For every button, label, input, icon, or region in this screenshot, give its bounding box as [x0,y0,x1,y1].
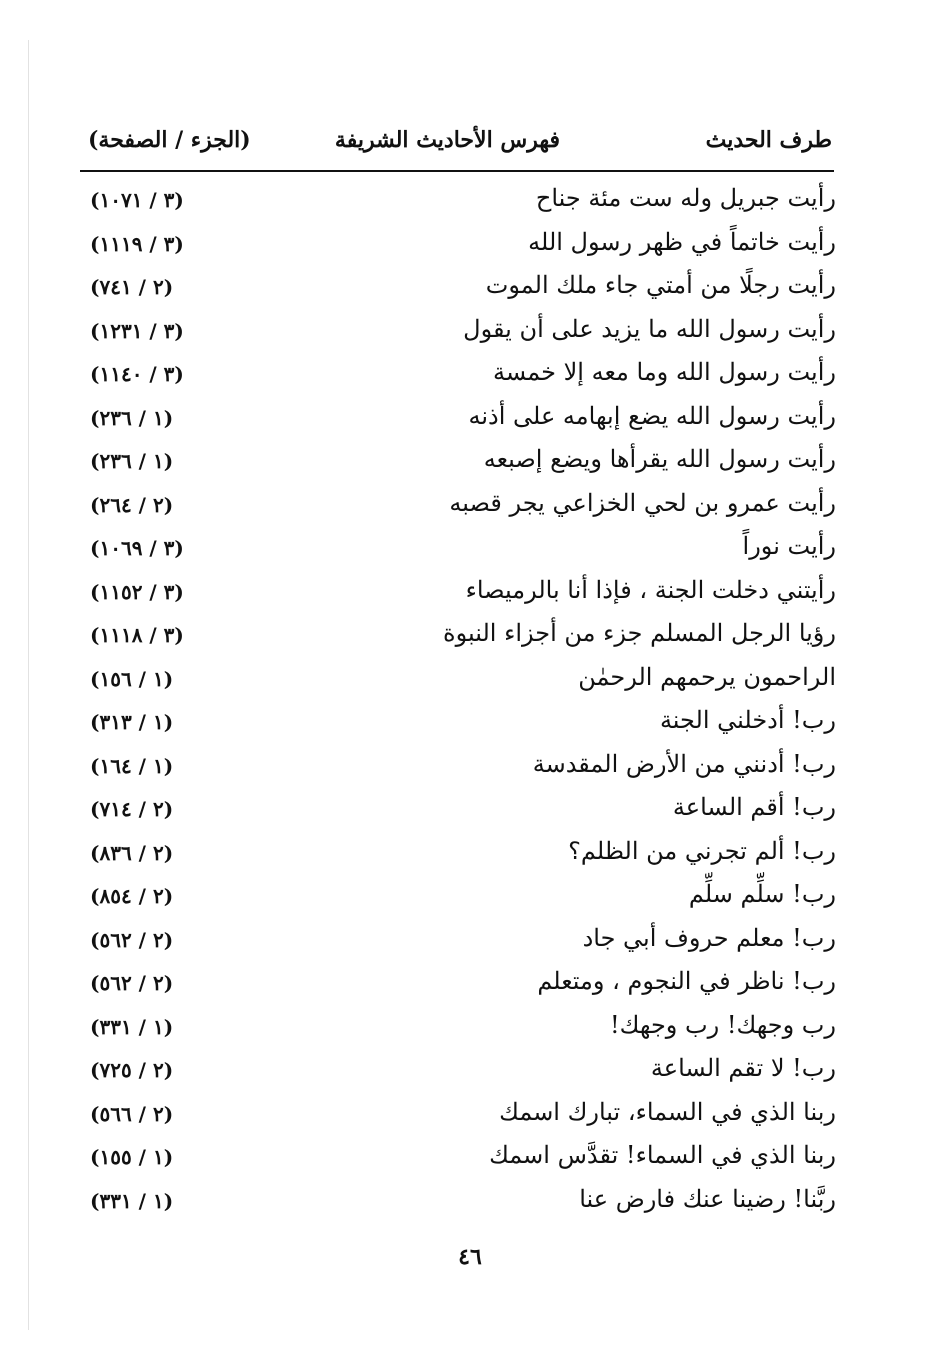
volume-page-reference: (٢ / ٥٦٢) [90,971,174,995]
hadith-incipit: رأيت جبريل وله ست مئة جناح [535,184,836,212]
hadith-incipit: رأيت رجلًا من أمتي جاء ملك الموت [485,271,836,299]
volume-page-reference: (٣ / ١١١٨) [90,623,184,647]
header-volume-page-label: (الجزء / الصفحة) [88,127,251,153]
hadith-incipit: ربنا الذي في السماء، تبارك اسمك [499,1097,836,1126]
volume-page-reference: (١ / ٣٣١) [90,1014,174,1039]
index-entry [80,265,836,309]
volume-page-reference: (٣ / ١٠٦٩) [90,536,184,560]
volume-page-reference: (١ / ٢٣٦) [90,449,174,473]
index-entry [80,961,836,1005]
hadith-incipit: رب! ناظر في النجوم ، ومتعلم [537,967,836,995]
index-entry [80,526,836,570]
volume-page-reference: (٣ / ١١٥٢) [90,579,184,604]
page-edge-line [28,40,29,1330]
hadith-incipit: رب! سلِّم سلِّم [688,880,836,908]
hadith-incipit: رب وجهك! رب وجهك! [610,1010,836,1039]
hadith-incipit: رب! لا تقم الساعة [650,1054,836,1082]
volume-page-reference: (٢ / ٨٥٤) [90,884,174,908]
index-entry [80,787,836,831]
index-entry [80,1179,836,1223]
hadith-incipit: رأيت رسول الله يقرأها ويضع إصبعه [483,445,836,473]
header-divider [80,170,834,172]
volume-page-reference: (١ / ٣١٣) [90,710,174,734]
volume-page-reference: (٢ / ٧٤١) [90,275,174,299]
volume-page-reference: (٣ / ١٠٧١) [90,188,184,212]
hadith-incipit: رأيتني دخلت الجنة ، فإذا أنا بالرميصاء [465,575,836,604]
volume-page-reference: (٢ / ٨٣٦) [90,840,174,865]
index-entry [80,1135,836,1179]
index-entry [80,874,836,918]
volume-page-reference: (٣ / ١٢٣١) [90,318,184,343]
hadith-index-list [80,178,836,1222]
header-title: فهرس الأحاديث الشريفة [334,127,560,153]
hadith-incipit: رب! معلم حروف أبي جاد [582,923,836,952]
volume-page-reference: (٢ / ٥٦٦) [90,1101,174,1126]
hadith-incipit: رب! أدنني من الأرض المقدسة [532,749,836,778]
index-entry [80,918,836,962]
volume-page-reference: (٣ / ١١٤٠) [90,362,184,386]
index-header [80,122,832,162]
index-entry [80,613,836,657]
hadith-incipit: رؤيا الرجل المسلم جزء من أجزاء النبوة [443,619,836,647]
volume-page-reference: (١ / ٢٣٦) [90,405,174,430]
hadith-incipit: رأيت نوراً [742,532,836,560]
index-entry [80,831,836,875]
index-entry [80,178,836,222]
volume-page-reference: (٢ / ٢٦٤) [90,492,174,517]
index-entry [80,352,836,396]
index-entry [80,1048,836,1092]
volume-page-reference: (٢ / ٥٦٢) [90,927,174,952]
hadith-incipit: ربنا الذي في السماء! تقدَّس اسمك [489,1141,836,1169]
hadith-incipit: رأيت رسول الله يضع إبهامه على أذنه [468,401,836,430]
index-entry [80,222,836,266]
volume-page-reference: (٢ / ٧٢٥) [90,1058,174,1082]
index-entry [80,570,836,614]
index-entry [80,439,836,483]
volume-page-reference: (١ / ٣٣١) [90,1188,174,1213]
index-entry [80,700,836,744]
hadith-incipit: ربَّنا! رضينا عنك فارض عنا [579,1184,836,1213]
volume-page-reference: (١ / ١٥٦) [90,666,174,691]
index-entry [80,744,836,788]
volume-page-reference: (١ / ١٦٤) [90,753,174,778]
index-entry [80,396,836,440]
volume-page-reference: (٣ / ١١١٩) [90,231,184,256]
index-entry [80,1092,836,1136]
volume-page-reference: (١ / ١٥٥) [90,1145,174,1169]
index-entry [80,1005,836,1049]
hadith-incipit: رب! أدخلني الجنة [659,706,836,734]
hadith-incipit: رأيت رسول الله ما يزيد على أن يقول [463,314,836,343]
hadith-incipit: رأيت خاتماً في ظهر رسول الله [528,227,836,256]
hadith-incipit: رأيت رسول الله وما معه إلا خمسة [492,358,836,386]
index-entry [80,657,836,701]
volume-page-reference: (٢ / ٧١٤) [90,797,174,821]
index-entry [80,483,836,527]
index-entry [80,309,836,353]
page-number: ٤٦ [458,1244,482,1270]
hadith-incipit: رب! أقم الساعة [672,793,836,821]
hadith-incipit: الراحمون يرحمهم الرحمٰن [578,662,836,691]
hadith-incipit: رب! ألم تجرني من الظلم؟ [568,836,836,865]
hadith-incipit: رأيت عمرو بن لحي الخزاعي يجر قصبه [449,488,836,517]
header-hadith-label: طرف الحديث [705,127,832,153]
